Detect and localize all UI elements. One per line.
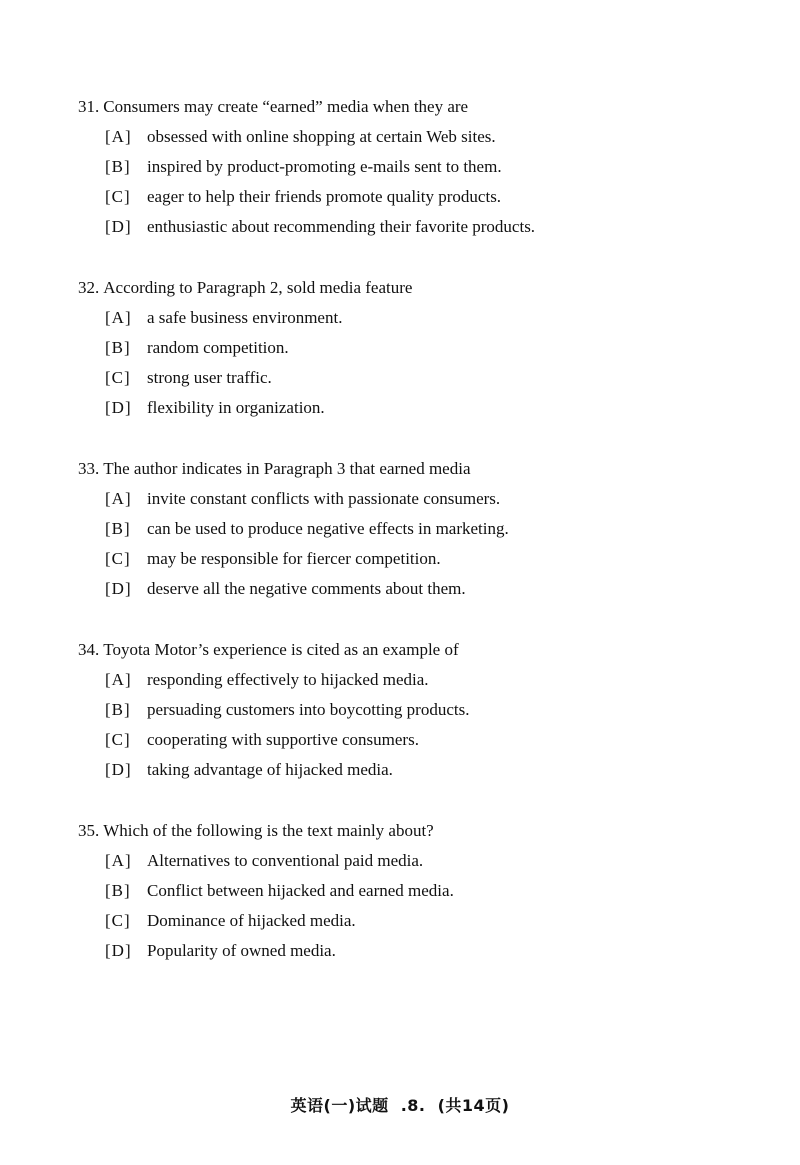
question-stem [78,454,768,484]
option-text: taking advantage of hijacked media. [147,760,393,779]
option-text: Conflict between hijacked and earned media. [147,881,454,900]
option-d [105,212,768,242]
question-number: 35. [78,821,100,840]
option-c [105,544,768,574]
question-text: Consumers may create “earned” media when they are [103,97,469,116]
question-33 [78,454,768,604]
footer-page-number: .8. [400,1096,426,1115]
question-stem [78,273,768,303]
option-text: invite constant conflicts with passionate consumers. [147,489,501,508]
question-32 [78,273,768,423]
option-letter: [A] [105,489,132,508]
option-text: Popularity of owned media. [147,941,336,960]
option-d [105,574,768,604]
option-a [105,846,768,876]
option-b [105,876,768,906]
option-d [105,393,768,423]
page-footer [0,1093,800,1116]
option-b [105,152,768,182]
option-text: can be used to produce negative effects in marketing. [147,519,509,538]
option-letter: [D] [105,217,132,236]
option-letter: [A] [105,127,132,146]
option-text: Alternatives to conventional paid media. [147,851,424,870]
option-letter: [C] [105,911,131,930]
question-34 [78,635,768,785]
option-a [105,122,768,152]
option-text: obsessed with online shopping at certain Web sites. [147,127,496,146]
option-text: enthusiastic about recommending their favorite products. [147,217,536,236]
option-letter: [C] [105,549,131,568]
option-letter: [B] [105,519,131,538]
question-number: 33. [78,459,100,478]
option-text: a safe business environment. [147,308,343,327]
option-letter: [B] [105,881,131,900]
question-number: 31. [78,97,100,116]
option-text: persuading customers into boycotting products. [147,700,470,719]
option-a [105,303,768,333]
option-letter: [A] [105,851,132,870]
option-c [105,906,768,936]
question-stem [78,816,768,846]
question-number: 32. [78,278,100,297]
option-text: inspired by product-promoting e-mails sent to them. [147,157,502,176]
question-text: Toyota Motor’s experience is cited as an example of [103,640,459,659]
option-c [105,182,768,212]
option-list [105,665,768,785]
option-letter: [D] [105,760,132,779]
question-number: 34. [78,640,100,659]
option-b [105,514,768,544]
option-text: may be responsible for fiercer competition. [147,549,441,568]
footer-total-pages: (共14页) [437,1096,510,1115]
footer-subject: 英语(一)试题 [290,1096,389,1115]
option-letter: [A] [105,308,132,327]
option-b [105,695,768,725]
option-letter: [C] [105,730,131,749]
option-letter: [C] [105,368,131,387]
question-list [78,92,768,997]
option-text: flexibility in organization. [147,398,325,417]
option-list [105,846,768,966]
question-text: Which of the following is the text mainly about? [103,821,434,840]
option-letter: [D] [105,941,132,960]
option-text: deserve all the negative comments about them. [147,579,466,598]
option-a [105,665,768,695]
option-letter: [B] [105,700,131,719]
option-list [105,303,768,423]
option-text: Dominance of hijacked media. [147,911,356,930]
question-31 [78,92,768,242]
option-letter: [A] [105,670,132,689]
option-d [105,755,768,785]
question-text: According to Paragraph 2, sold media feature [103,278,413,297]
option-c [105,363,768,393]
option-c [105,725,768,755]
option-letter: [D] [105,579,132,598]
question-text: The author indicates in Paragraph 3 that earned media [103,459,471,478]
option-letter: [C] [105,187,131,206]
option-list [105,122,768,242]
option-letter: [D] [105,398,132,417]
option-letter: [B] [105,157,131,176]
option-list [105,484,768,604]
question-stem [78,92,768,122]
option-letter: [B] [105,338,131,357]
option-d [105,936,768,966]
option-text: strong user traffic. [147,368,272,387]
option-a [105,484,768,514]
question-35 [78,816,768,966]
option-text: eager to help their friends promote quality products. [147,187,502,206]
question-stem [78,635,768,665]
option-b [105,333,768,363]
option-text: responding effectively to hijacked media. [147,670,429,689]
option-text: random competition. [147,338,289,357]
option-text: cooperating with supportive consumers. [147,730,419,749]
